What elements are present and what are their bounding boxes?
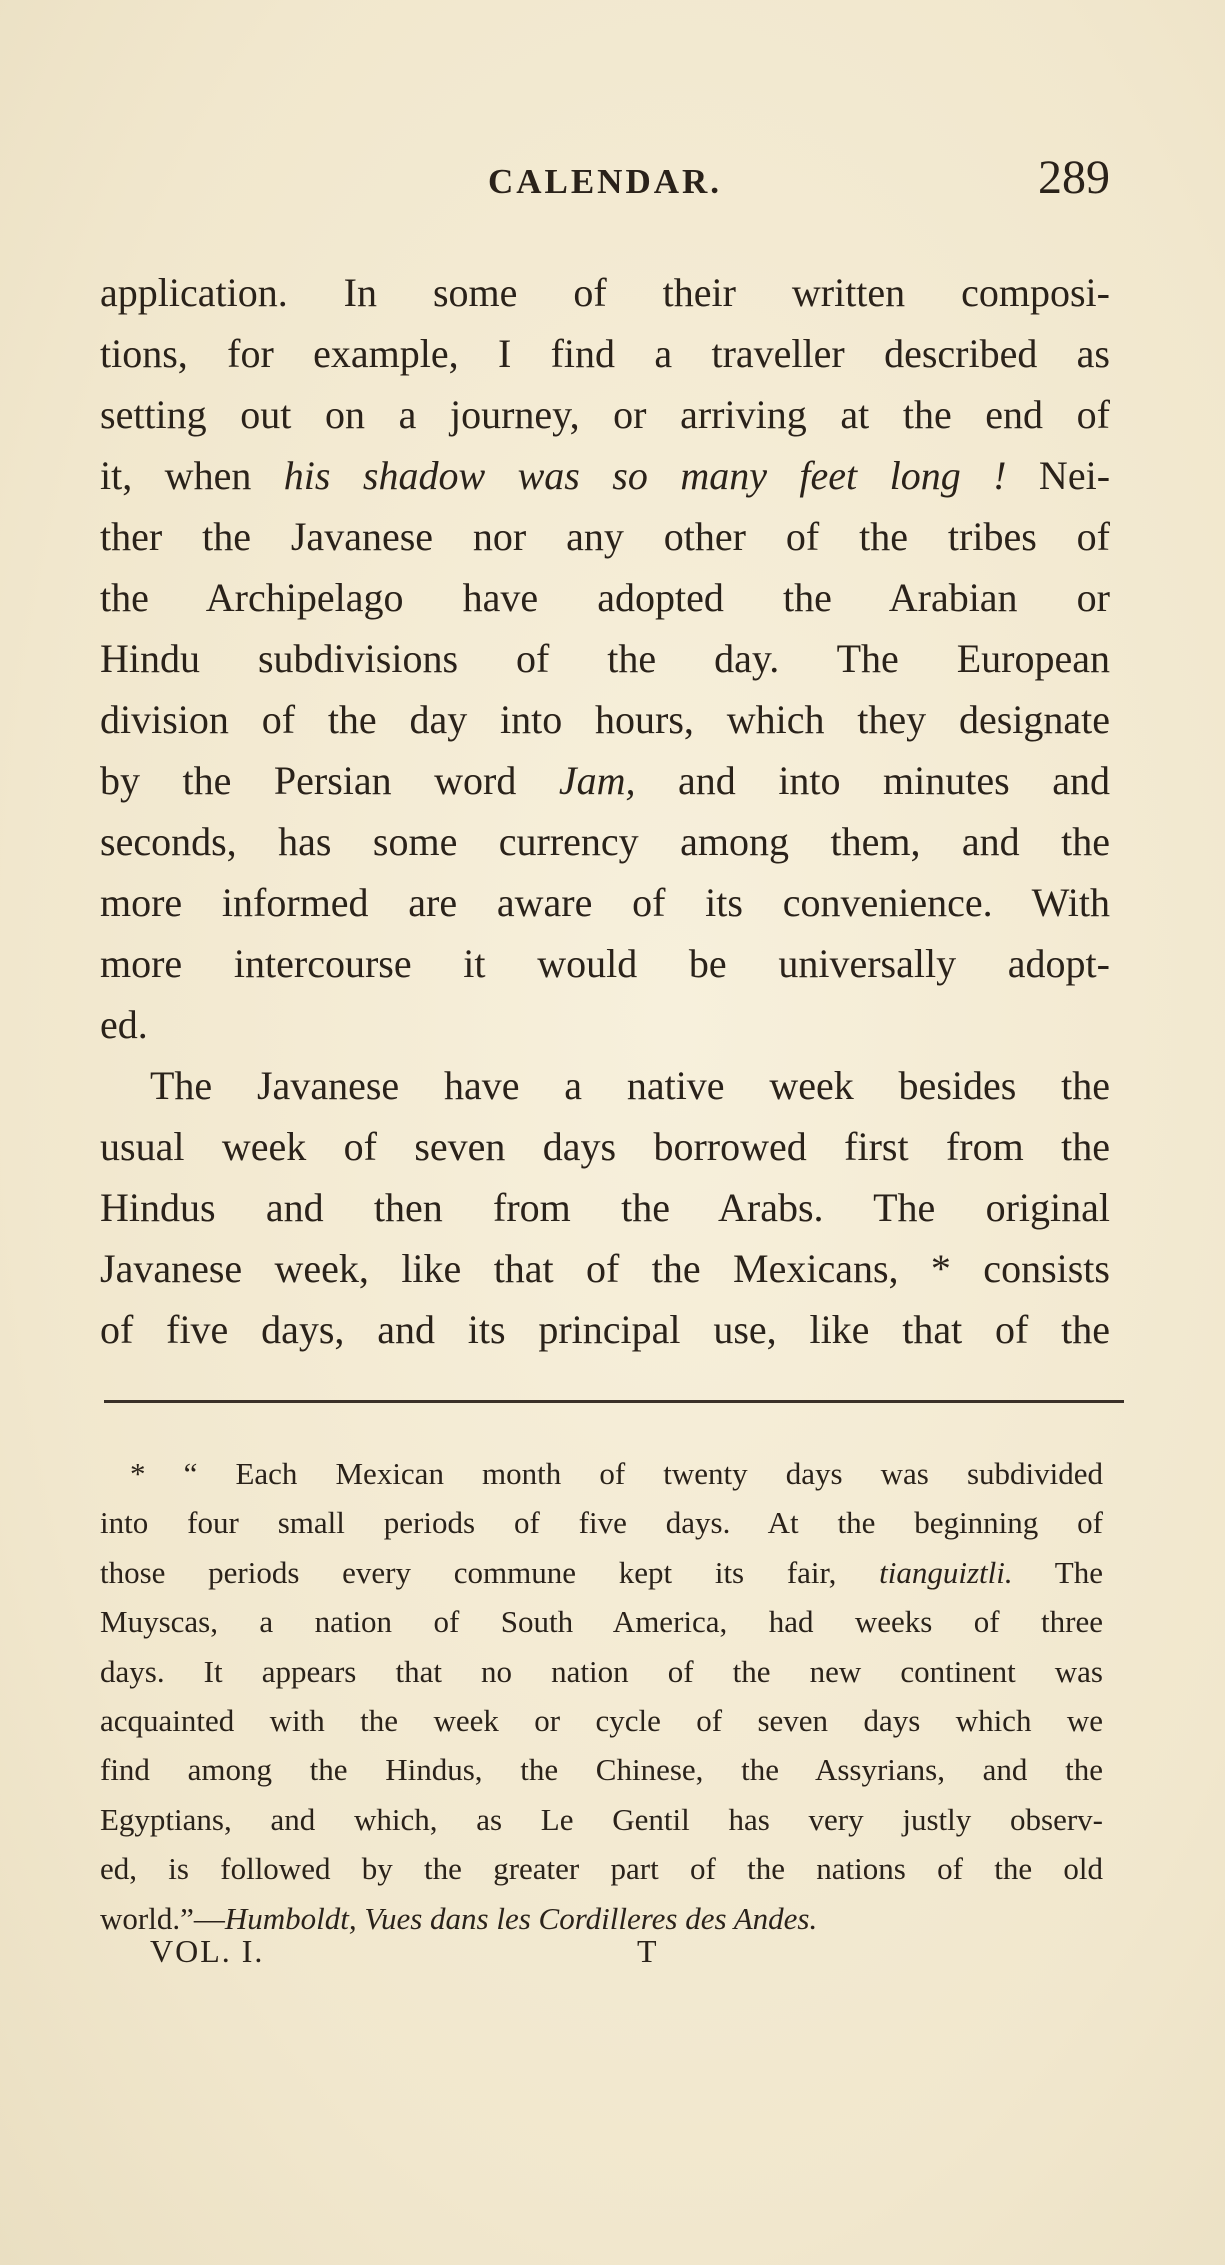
body-line: seconds, has some currency among them, and the — [100, 819, 1110, 864]
page-number: 289 — [1038, 151, 1110, 204]
body-line: more intercourse it would be universally adopt- — [100, 941, 1110, 986]
body-line: tions, for example, I find a traveller described as — [100, 331, 1110, 376]
body-text — [100, 262, 1110, 1360]
citation: Humboldt, Vues dans les Cordilleres des Andes. — [224, 1900, 818, 1936]
footnote-line: Muyscas, a nation of South America, had weeks of three — [100, 1604, 1103, 1640]
body-line: usual week of seven days borrowed first from the — [100, 1124, 1110, 1169]
body-line: ed. — [100, 1002, 148, 1047]
footnote-line: find among the Hindus, the Chinese, the Assyrians, and the — [100, 1752, 1103, 1788]
body-line: more informed are aware of its convenience. With — [100, 880, 1110, 925]
body-line: application. In some of their written composi- — [100, 270, 1110, 315]
footnote-line: into four small periods of five days. At the beginning of — [100, 1505, 1103, 1541]
footnote — [100, 1449, 1103, 1943]
body-line: ther the Javanese nor any other of the tribes of — [100, 514, 1110, 559]
footnote-rule — [104, 1400, 1124, 1403]
body-line: division of the day into hours, which they designate — [100, 697, 1110, 742]
footnote-line: * “ Each Mexican month of twenty days was subdivided — [130, 1456, 1103, 1491]
body-line: setting out on a journey, or arriving at the end of — [100, 392, 1110, 437]
body-line: Hindu subdivisions of the day. The European — [100, 636, 1110, 681]
footnote-line: acquainted with the week or cycle of seven days which we — [100, 1702, 1103, 1738]
italic-word: tianguiztli. — [879, 1554, 1013, 1590]
italic-phrase: his shadow was so many feet long ! — [283, 453, 1007, 498]
running-title: CALENDAR. — [487, 162, 723, 201]
italic-word: Jam, — [558, 758, 636, 803]
volume-signature: VOL. I. — [150, 1933, 265, 1969]
body-line: by the Persian word Jam, and into minutes and — [100, 758, 1110, 803]
signature-mark: T — [637, 1933, 657, 1969]
footnote-line: ed, is followed by the greater part of the nations of the old — [100, 1851, 1103, 1887]
footnote-line: world.”—Humboldt, Vues dans les Cordilleres des Andes. — [100, 1900, 818, 1936]
footnote-line: days. It appears that no nation of the new continent was — [100, 1653, 1103, 1689]
body-line: The Javanese have a native week besides the — [150, 1063, 1110, 1108]
body-line: Javanese week, like that of the Mexicans, * consists — [100, 1246, 1110, 1291]
footnote-line: Egyptians, and which, as Le Gentil has very justly observ- — [100, 1801, 1103, 1837]
body-line: it, when his shadow was so many feet long ! Nei- — [100, 453, 1111, 498]
running-head — [100, 150, 1110, 220]
footnote-line: those periods every commune kept its fair, tianguiztli. The — [100, 1554, 1103, 1590]
body-line: the Archipelago have adopted the Arabian or — [100, 575, 1110, 620]
body-line: of five days, and its principal use, like that of the — [100, 1307, 1110, 1352]
body-line: Hindus and then from the Arabs. The original — [100, 1185, 1110, 1230]
